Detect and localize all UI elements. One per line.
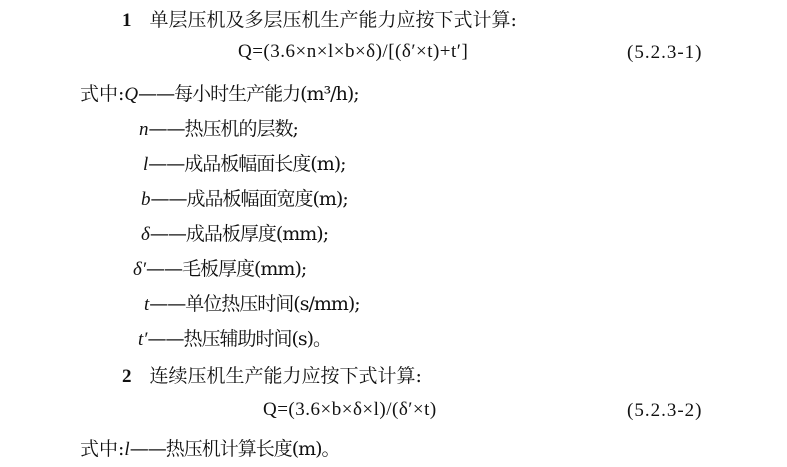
definition-row-l bbox=[143, 152, 346, 177]
definitions-prefix: 式中: bbox=[80, 438, 125, 460]
section-heading-text: 连续压机生产能力应按下式计算: bbox=[149, 365, 422, 387]
definition-text: ——热压机的层数; bbox=[148, 118, 298, 140]
section-number: 2 bbox=[122, 366, 132, 387]
definition-text: ——热压辅助时间(s)。 bbox=[147, 328, 332, 350]
definition-row-t bbox=[144, 292, 360, 317]
symbol: l bbox=[143, 154, 149, 175]
definition-row-delta bbox=[141, 222, 328, 247]
definition-text: ——单位热压时间(s/mm); bbox=[149, 293, 360, 315]
definition-row-delta-prime bbox=[133, 257, 306, 282]
symbol: l bbox=[124, 439, 130, 460]
definition-row-q bbox=[80, 82, 359, 107]
formula-1: Q=(3.6×n×l×b×δ)/[(δ′×t)+t′] bbox=[238, 41, 469, 62]
formula-2: Q=(3.6×b×δ×l)/(δ′×t) bbox=[263, 399, 437, 420]
symbol: b bbox=[141, 189, 151, 210]
equation-label-2: (5.2.3-2) bbox=[627, 400, 703, 421]
definition-row-n bbox=[139, 117, 298, 142]
definition-text: ——毛板厚度(mm); bbox=[146, 258, 307, 280]
section-2-heading bbox=[122, 364, 422, 389]
definition-text: ——热压机计算长度(m)。 bbox=[129, 438, 340, 460]
definition-text: ——成品板厚度(mm); bbox=[149, 223, 329, 245]
definition-text: ——成品板幅面长度(m); bbox=[148, 153, 346, 175]
symbol: t bbox=[144, 294, 150, 315]
symbol: δ bbox=[141, 224, 150, 245]
definition-row-t-prime bbox=[138, 327, 331, 352]
symbol: δ′ bbox=[133, 259, 146, 280]
section-heading-text: 单层压机及多层压机生产能力应按下式计算: bbox=[149, 9, 517, 31]
section-number: 1 bbox=[122, 10, 132, 31]
section-1-heading bbox=[122, 8, 517, 33]
definition-row-b bbox=[141, 187, 348, 212]
definition-text: ——成品板幅面宽度(m); bbox=[150, 188, 348, 210]
symbol: n bbox=[139, 119, 149, 140]
symbol: Q bbox=[124, 84, 139, 105]
symbol: t′ bbox=[138, 329, 148, 350]
equation-label-1: (5.2.3-1) bbox=[627, 42, 703, 63]
definition-text: ——每小时生产能力(m³/h); bbox=[138, 83, 359, 105]
definition-row-l2 bbox=[80, 437, 340, 462]
definitions-prefix: 式中: bbox=[80, 83, 125, 105]
